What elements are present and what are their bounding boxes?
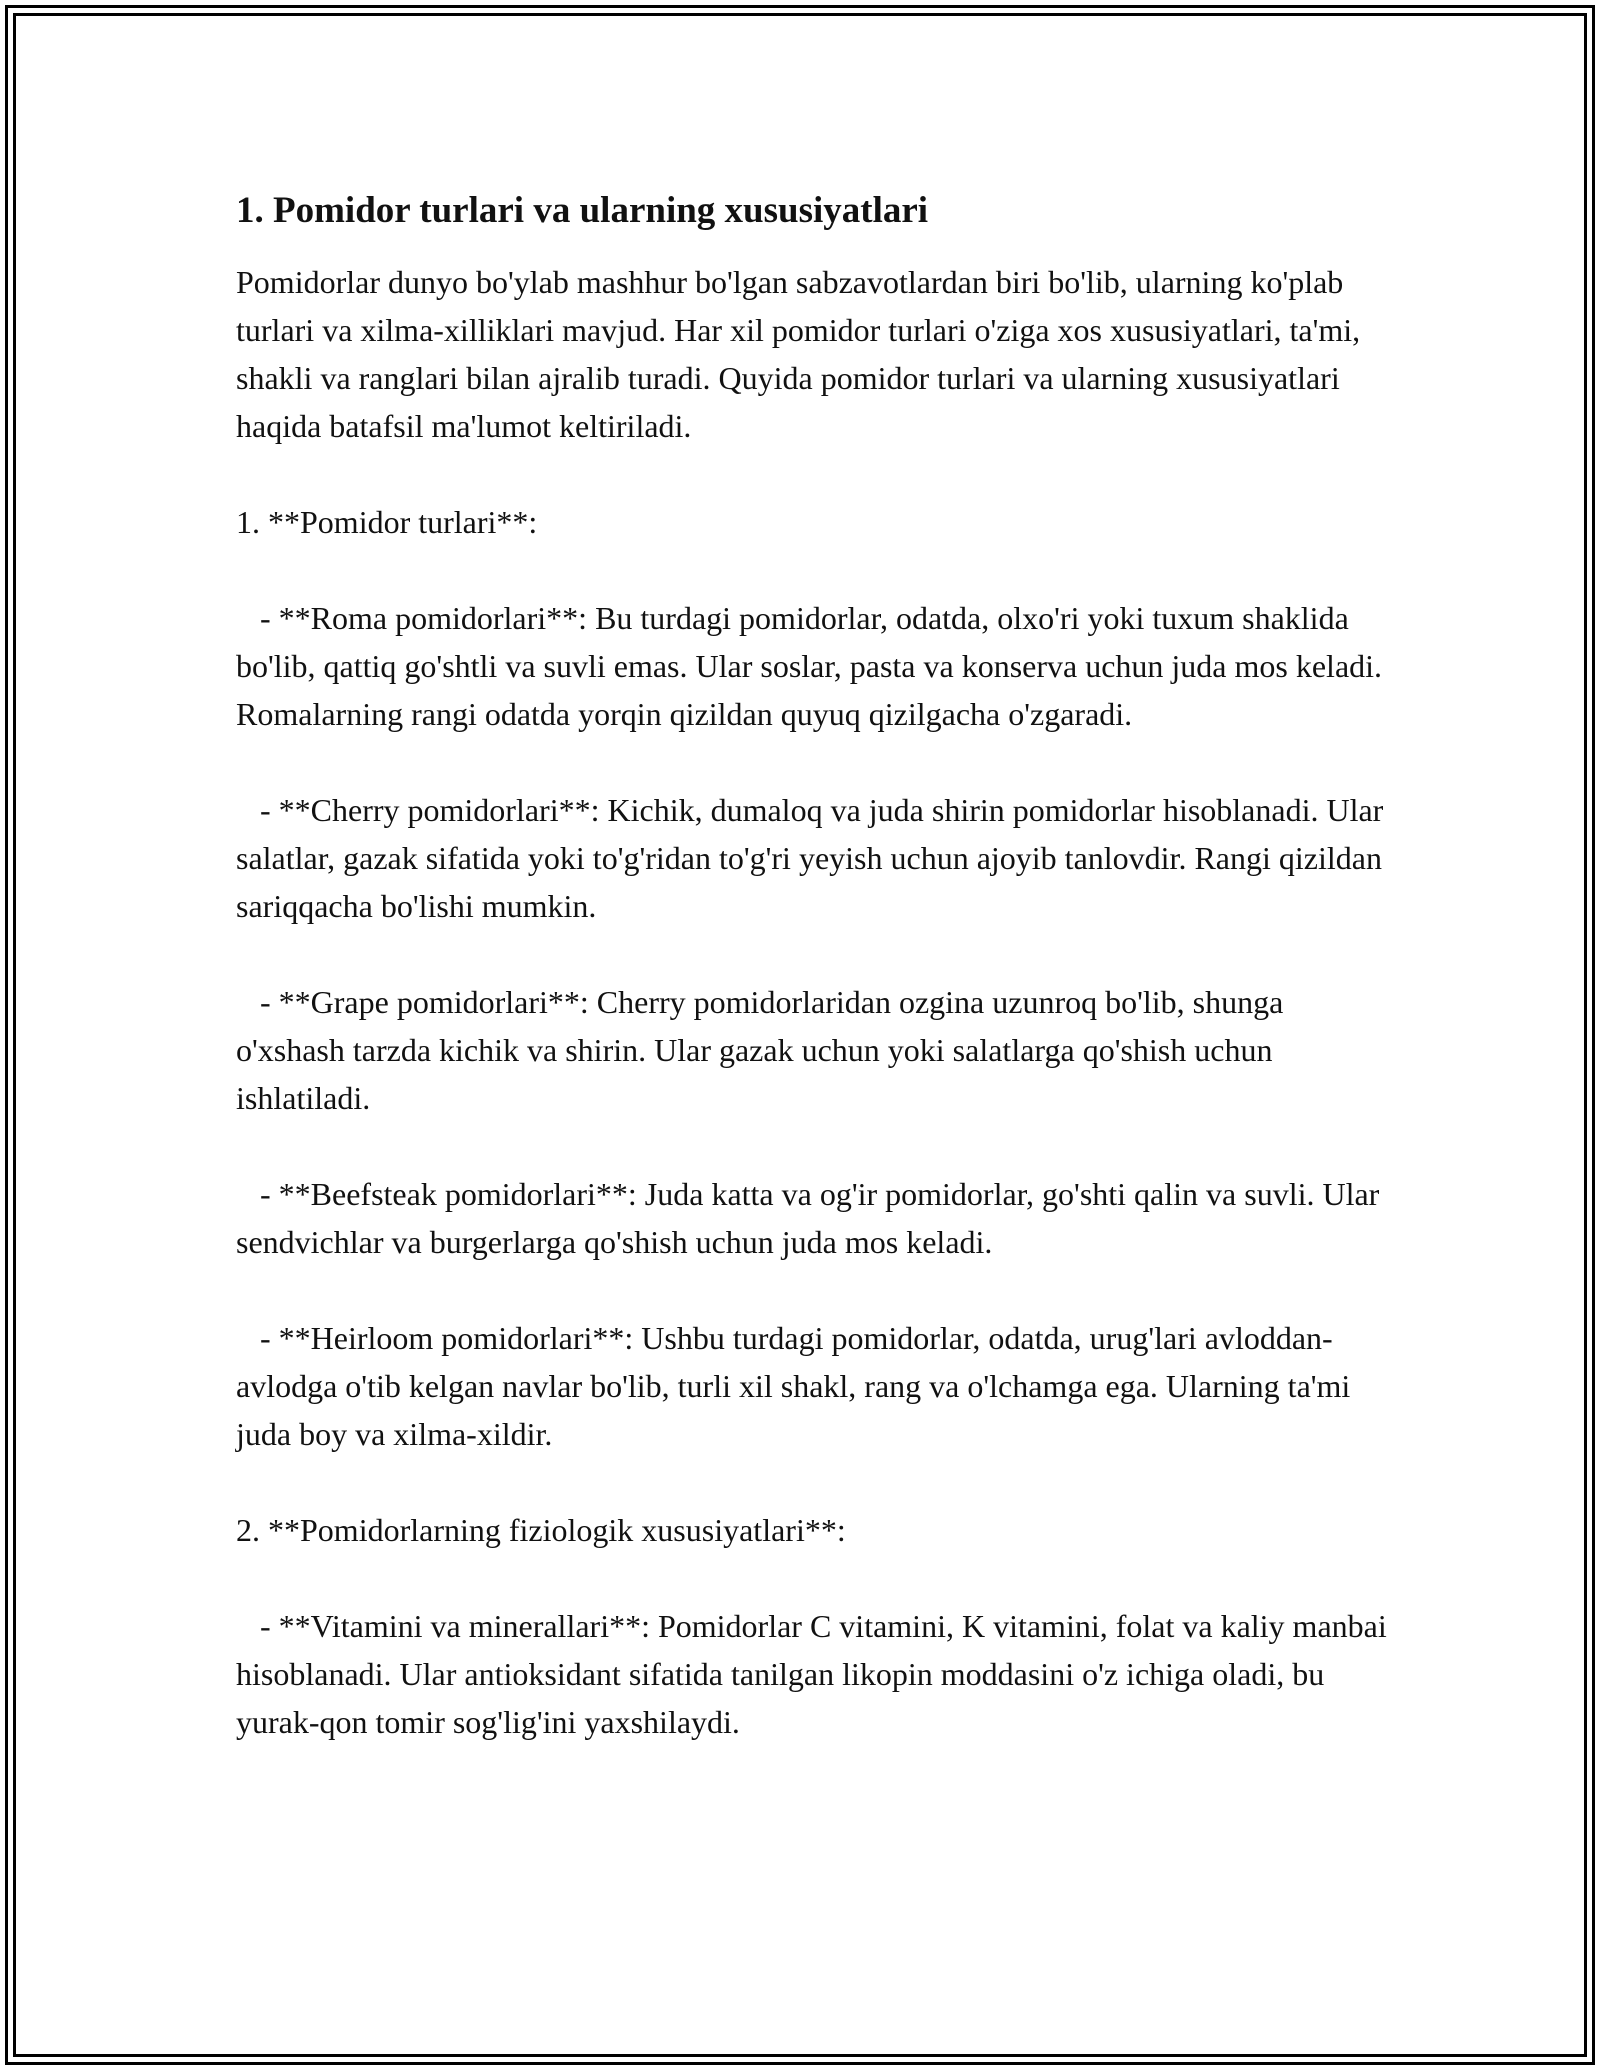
intro-paragraph: Pomidorlar dunyo bo'ylab mashhur bo'lgan sabzavotlardan biri bo'lib, ularning ko'plab turlari va xilma-xilliklari mavjud. Har xil pomidor turlari o'ziga xos xususiyatlari, ta'mi, shakli va ranglari bilan ajralib turadi. Quyida pomidor turlari va ularning xususiyatlari haqida batafsil ma'lumot keltiriladi. bbox=[236, 264, 1361, 444]
list-heading-types: 1. **Pomidor turlari**: bbox=[236, 504, 538, 540]
list-item-vitamins: - **Vitamini va minerallari**: Pomidorlar C vitamini, K vitamini, folat va kaliy manbai hisoblanadi. Ular antioksidant sifatida tanilgan likopin moddasini o'z ichiga oladi, bu yurak-qon tomir sog'lig'ini yaxshilaydi. bbox=[236, 1608, 1395, 1740]
list-item-beefsteak: - **Beefsteak pomidorlari**: Juda katta va og'ir pomidorlar, go'shti qalin va suvli. Ular sendvichlar va burgerlarga qo'shish uchun juda mos keladi. bbox=[236, 1176, 1388, 1260]
list-item-heirloom: - **Heirloom pomidorlari**: Ushbu turdagi pomidorlar, odatda, urug'lari avloddan-avlodga o'tib kelgan navlar bo'lib, turli xil shakl, rang va o'lchamga ega. Ularning ta'mi juda boy va xilma-xildir. bbox=[236, 1320, 1359, 1452]
list-item-cherry: - **Cherry pomidorlari**: Kichik, dumaloq va juda shirin pomidorlar hisoblanadi. Ular salatlar, gazak sifatida yoki to'g'ridan to'g'ri yeyish uchun ajoyib tanlovdir. Rangi qizildan sariqqacha bo'lishi mumkin. bbox=[236, 792, 1392, 924]
list-item-roma: - **Roma pomidorlari**: Bu turdagi pomidorlar, odatda, olxo'ri yoki tuxum shaklida bo'lib, qattiq go'shtli va suvli emas. Ular soslar, pasta va konserva uchun juda mos keladi. Romalarning rangi odatda yorqin qizildan quyuq qizilgacha o'zgaradi. bbox=[236, 600, 1391, 732]
list-heading-physiology: 2. **Pomidorlarning fiziologik xususiyatlari**: bbox=[236, 1512, 846, 1548]
document-body bbox=[236, 186, 1396, 1794]
section-heading: 1. Pomidor turlari va ularning xususiyatlari bbox=[236, 190, 929, 231]
list-item-grape: - **Grape pomidorlari**: Cherry pomidorlaridan ozgina uzunroq bo'lib, shunga o'xshash tarzda kichik va shirin. Ular gazak uchun yoki salatlarga qo'shish uchun ishlatiladi. bbox=[236, 984, 1292, 1116]
